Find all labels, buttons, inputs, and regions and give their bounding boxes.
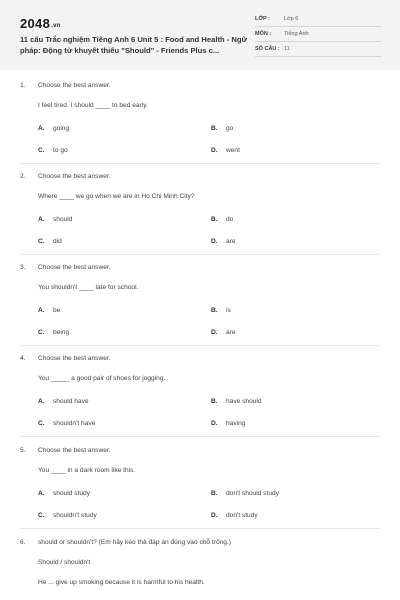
option-text: are: [226, 238, 236, 245]
option-letter: D.: [211, 329, 218, 336]
option-text: be: [53, 307, 61, 314]
question-number: 1.: [20, 82, 26, 89]
option-text: don't should study: [226, 490, 279, 497]
option-d[interactable]: [211, 512, 258, 519]
option-d[interactable]: [211, 329, 236, 336]
option-text: have should: [226, 398, 262, 405]
meta-subject-row: [255, 30, 381, 42]
question-prompt: Choose the best answer.: [38, 82, 111, 89]
option-d[interactable]: [211, 420, 245, 427]
question-divider: [20, 163, 380, 164]
question-number: 2.: [20, 173, 26, 180]
drag-answer-choices[interactable]: Should / shouldn't: [38, 559, 91, 566]
option-c[interactable]: [38, 147, 68, 154]
option-text: went: [226, 147, 240, 154]
option-letter: B.: [211, 216, 218, 223]
worksheet-title: 11 câu Trắc nghiệm Tiếng Anh 6 Unit 5 : Food and Health - Ngữ pháp: Động từ khuyết thiếu "Should" - Friends Plus c...: [20, 35, 248, 55]
option-b[interactable]: [211, 216, 233, 223]
option-b[interactable]: [211, 307, 231, 314]
option-text: go: [226, 125, 234, 132]
option-c[interactable]: [38, 512, 97, 519]
option-b[interactable]: [211, 125, 233, 132]
question-divider: [20, 345, 380, 346]
option-letter: A.: [38, 216, 45, 223]
meta-subject-value: Tiếng Anh: [284, 31, 309, 37]
option-letter: B.: [211, 125, 218, 132]
option-d[interactable]: [211, 238, 236, 245]
site-logo[interactable]: [20, 16, 61, 31]
option-text: did: [53, 238, 62, 245]
option-letter: D.: [211, 420, 218, 427]
logo-text: 2048: [20, 16, 51, 31]
meta-count-row: [255, 45, 381, 57]
option-letter: D.: [211, 147, 218, 154]
option-letter: C.: [38, 147, 45, 154]
option-text: should have: [53, 398, 89, 405]
option-a[interactable]: [38, 398, 89, 405]
question-text: He ... give up smoking because it is harmful to his health.: [38, 579, 205, 586]
question-prompt: Choose the best answer.: [38, 173, 111, 180]
option-text: are: [226, 329, 236, 336]
meta-subject-key: MÔN :: [255, 31, 272, 37]
question-text: You shouldn't ____ late for school.: [38, 284, 139, 291]
question-number: 4.: [20, 355, 26, 362]
logo-tld: .vn: [51, 23, 61, 29]
meta-class-row: [255, 15, 381, 27]
meta-count-key: SỐ CÂU :: [255, 46, 280, 52]
option-letter: A.: [38, 490, 45, 497]
question-number: 5.: [20, 447, 26, 454]
option-letter: B.: [211, 398, 218, 405]
option-letter: A.: [38, 307, 45, 314]
option-letter: B.: [211, 490, 218, 497]
question-number: 3.: [20, 264, 26, 271]
question-prompt: should or shouldn't? (Em hãy kéo thả đáp án đúng vào chỗ trống.): [38, 539, 231, 546]
question-prompt: Choose the best answer.: [38, 355, 111, 362]
option-text: do: [226, 216, 234, 223]
question-text: You _____ a good pair of shoes for jogging.: [38, 375, 166, 382]
option-letter: C.: [38, 329, 45, 336]
option-b[interactable]: [211, 490, 279, 497]
option-letter: A.: [38, 398, 45, 405]
option-letter: B.: [211, 307, 218, 314]
question-divider: [20, 528, 380, 529]
worksheet-header: [0, 0, 400, 70]
question-text: I feel tired. I should ____ to bed early.: [38, 102, 148, 109]
question-text: Where ____ we go when we are in Ho Chi Minh City?: [38, 193, 195, 200]
meta-count-value: 11: [284, 46, 290, 52]
option-a[interactable]: [38, 125, 69, 132]
question-divider: [20, 254, 380, 255]
option-text: should: [53, 216, 73, 223]
option-c[interactable]: [38, 329, 69, 336]
option-a[interactable]: [38, 490, 90, 497]
option-a[interactable]: [38, 216, 72, 223]
option-text: shouldn't study: [53, 512, 97, 519]
question-number: 6.: [20, 539, 26, 546]
option-letter: A.: [38, 125, 45, 132]
option-text: being: [53, 329, 70, 336]
option-text: having: [226, 420, 246, 427]
option-c[interactable]: [38, 238, 62, 245]
option-d[interactable]: [211, 147, 240, 154]
option-text: shouldn't have: [53, 420, 96, 427]
question-prompt: Choose the best answer.: [38, 264, 111, 271]
meta-class-value: Lớp 6: [284, 16, 299, 22]
question-text: You ____ in a dark room like this.: [38, 467, 136, 474]
option-letter: C.: [38, 238, 45, 245]
option-text: don't study: [226, 512, 258, 519]
option-letter: D.: [211, 512, 218, 519]
option-a[interactable]: [38, 307, 60, 314]
option-text: to go: [53, 147, 68, 154]
meta-class-key: LỚP :: [255, 16, 270, 22]
option-c[interactable]: [38, 420, 95, 427]
option-letter: D.: [211, 238, 218, 245]
option-b[interactable]: [211, 398, 262, 405]
option-letter: C.: [38, 420, 45, 427]
option-letter: C.: [38, 512, 45, 519]
option-text: should study: [53, 490, 91, 497]
option-text: is: [226, 307, 231, 314]
question-prompt: Choose the best answer.: [38, 447, 111, 454]
option-text: going: [53, 125, 70, 132]
question-divider: [20, 436, 380, 437]
